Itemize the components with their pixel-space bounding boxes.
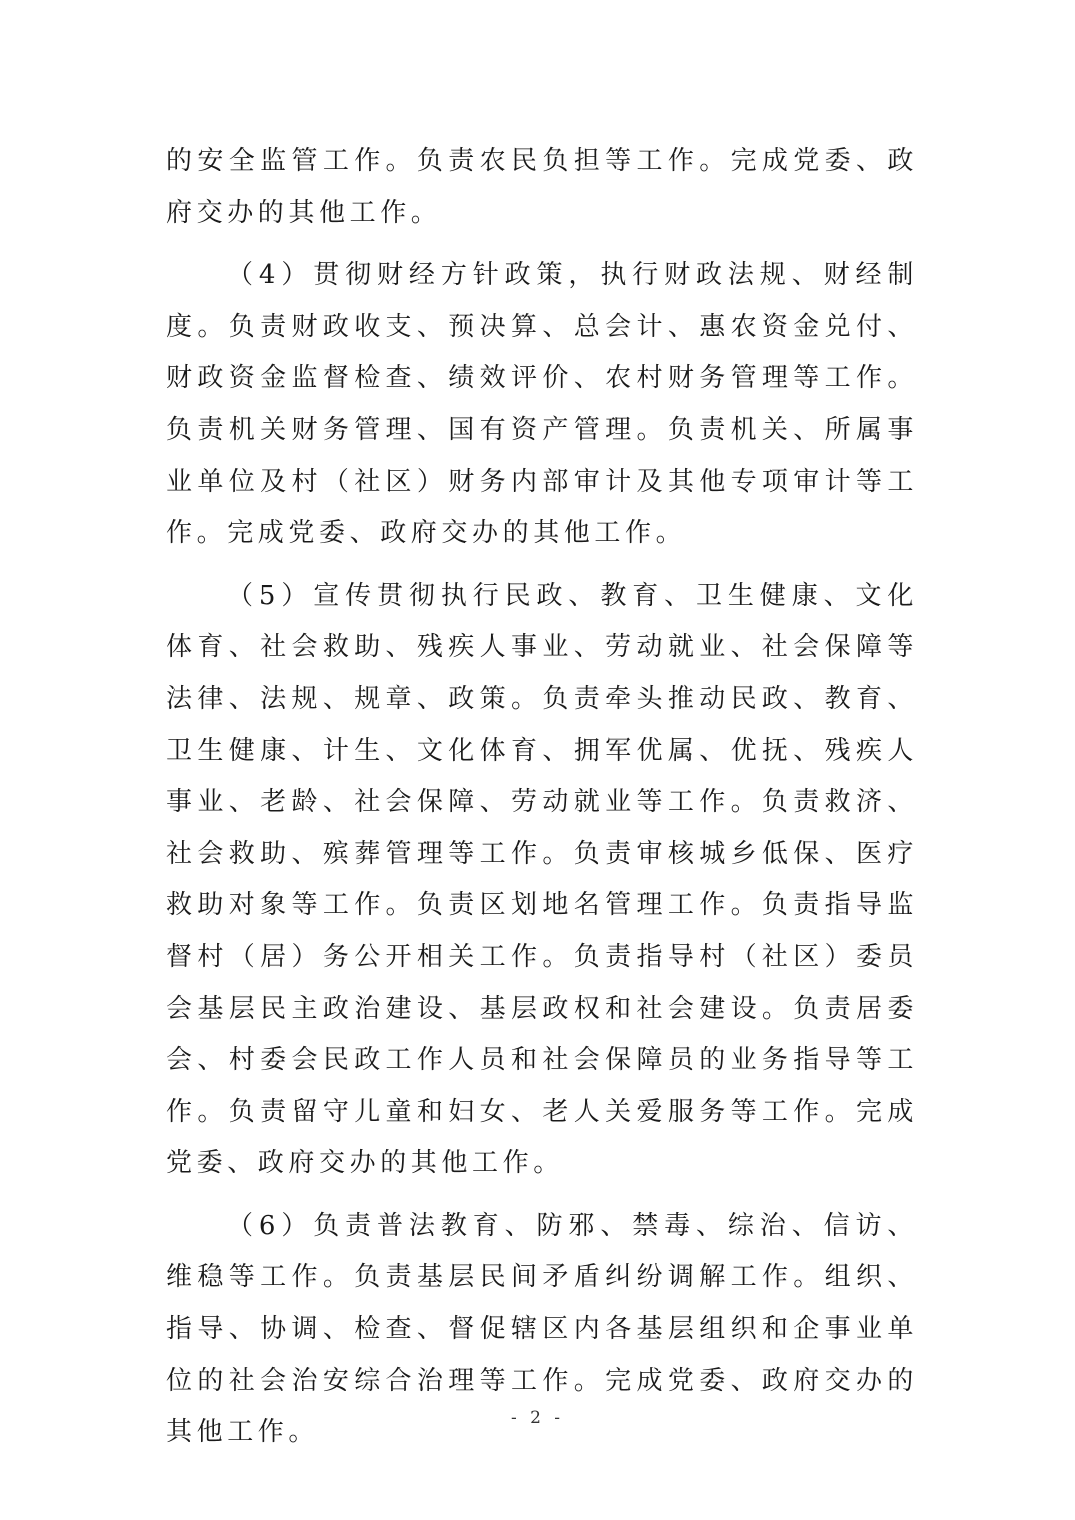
page-number: - 2 -	[510, 1408, 565, 1428]
paragraph-item-4: （4）贯彻财经方针政策，执行财政法规、财经制度。负责财政收支、预决算、总会计、惠农资金兑付、财政资金监督检查、绩效评价、农村财务管理等工作。负责机关财务管理、国有资产管理。负责机关、所属事业单位及村（社区）财务内部审计及其他专项审计等工作。完成党委、政府交办的其他工作。	[166, 260, 918, 549]
paragraph-continuation: 的安全监管工作。负责农民负担等工作。完成党委、政府交办的其他工作。	[166, 146, 918, 228]
paragraph-item-6: （6）负责普法教育、防邪、禁毒、综治、信访、维稳等工作。负责基层民间矛盾纠纷调解工作。组织、指导、协调、检查、督促辖区内各基层组织和企事业单位的社会治安综合治理等工作。完成党委、政府交办的其他工作。	[166, 1210, 918, 1448]
paragraph-item-5: （5）宣传贯彻执行民政、教育、卫生健康、文化体育、社会救助、残疾人事业、劳动就业、社会保障等法律、法规、规章、政策。负责牵头推动民政、教育、卫生健康、计生、文化体育、拥军优属、优抚、残疾人事业、老龄、社会保障、劳动就业等工作。负责救济、社会救助、殡葬管理等工作。负责审核城乡低保、医疗救助对象等工作。负责区划地名管理工作。负责指导监督村（居）务公开相关工作。负责指导村（社区）委员会基层民主政治建设、基层政权和社会建设。负责居委会、村委会民政工作人员和社会保障员的业务指导等工作。负责留守儿童和妇女、老人关爱服务等工作。完成党委、政府交办的其他工作。	[166, 580, 918, 1179]
document-body	[166, 136, 918, 1459]
